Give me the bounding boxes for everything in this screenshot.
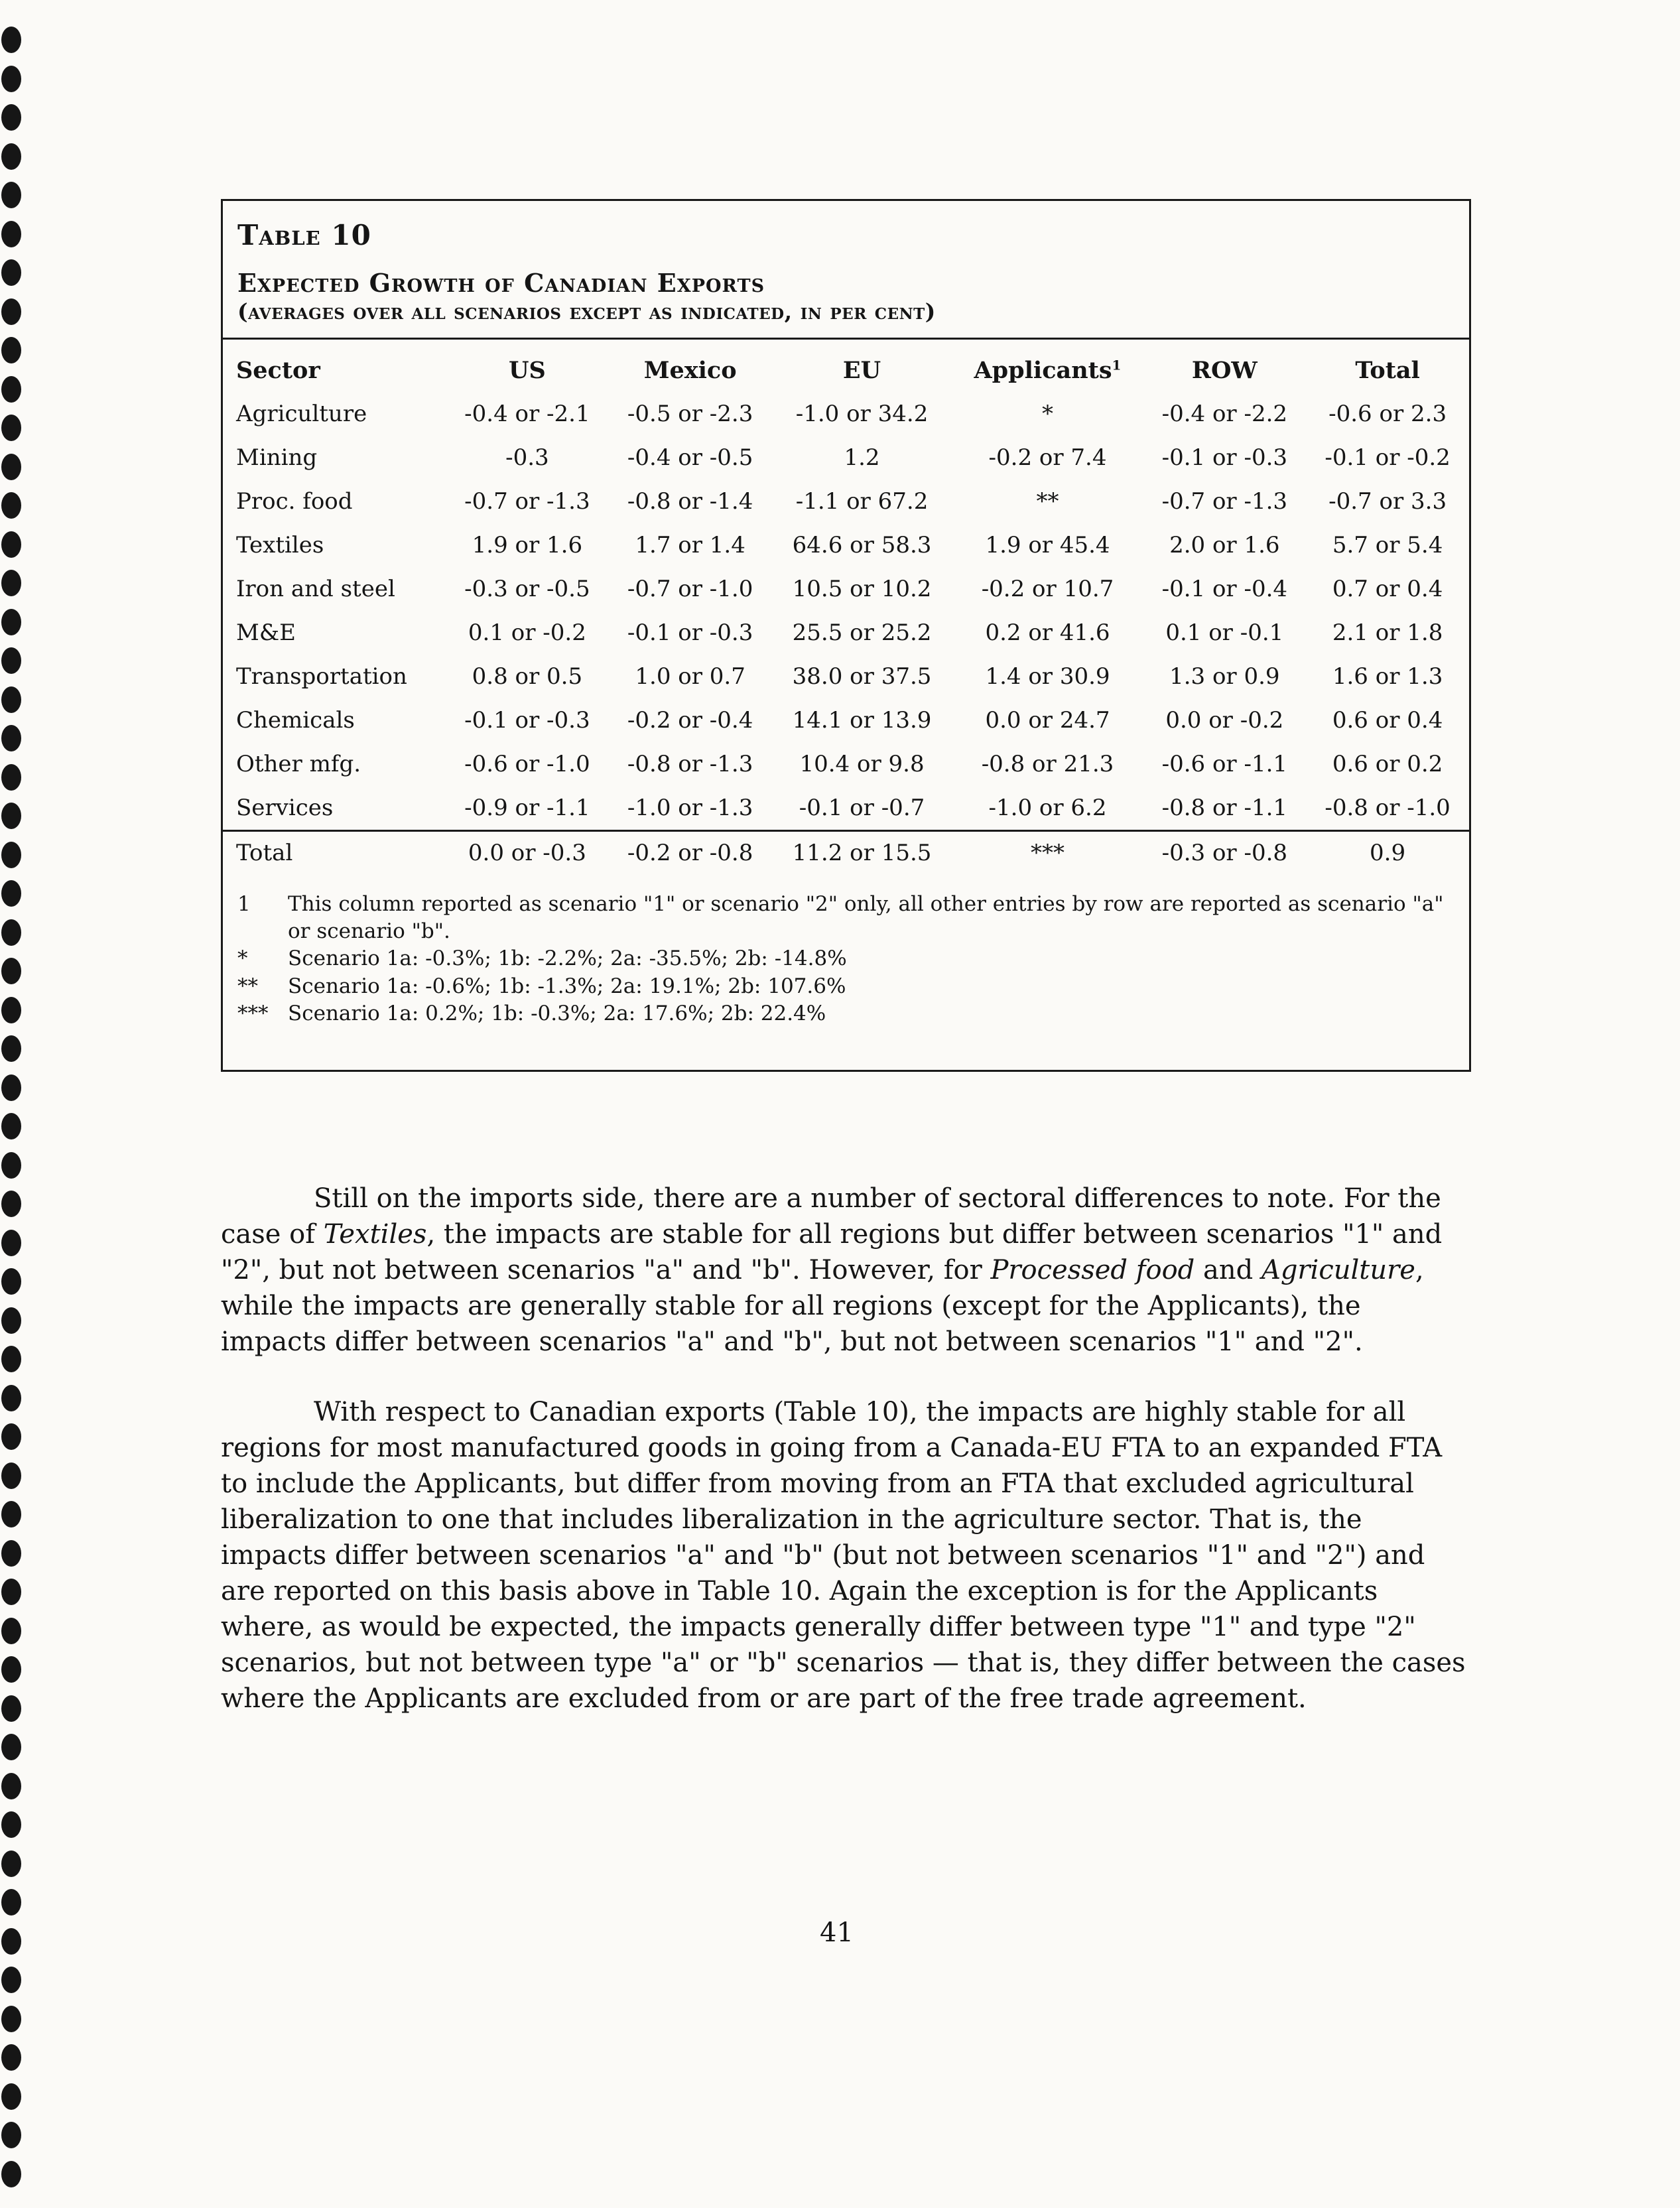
header-eu: EU: [842, 356, 881, 384]
cell-total: 0.6 or 0.2: [1332, 751, 1443, 777]
cell-row: 2.0 or 1.6: [1169, 532, 1280, 558]
binding-hole: [1, 1851, 21, 1877]
binding-hole: [1, 1773, 21, 1799]
paragraph-text: , while the impacts are generally stable for all regions (except for the Applicants), the impacts differ between scenarios "a" and "b", but not between scenarios "1" and "2".: [221, 1255, 1424, 1357]
cell-row: -0.8 or -1.1: [1161, 795, 1288, 821]
table-row: [223, 611, 1469, 655]
binding-hole: [1, 1656, 21, 1683]
cell-eu: -1.1 or 67.2: [795, 488, 929, 515]
header-total: Total: [1355, 356, 1420, 384]
cell-total: 0.7 or 0.4: [1332, 576, 1443, 602]
table-row: [223, 786, 1469, 831]
binding-hole: [1, 1734, 21, 1760]
binding-hole: [1, 2083, 21, 2110]
cell-applicants: **: [1036, 488, 1059, 515]
cell-applicants: 1.9 or 45.4: [985, 532, 1110, 558]
binding-hole: [1, 221, 21, 247]
binding-hole: [1, 1928, 21, 1955]
binding-hole: [1, 2006, 21, 2032]
note-text: Scenario 1a: -0.6%; 1b: -1.3%; 2a: 19.1%; 2b: 107.6%: [288, 974, 846, 998]
binding-hole: [1, 1230, 21, 1256]
table-note: [237, 945, 1445, 972]
header-applicants: [952, 348, 1143, 392]
cell-sector: Chemicals: [236, 707, 355, 734]
binding-hole: [1, 1889, 21, 1916]
cell-mexico: -0.2 or -0.4: [627, 707, 753, 734]
cell-applicants: 1.4 or 30.9: [985, 663, 1110, 690]
header-us: US: [508, 356, 546, 384]
emphasis-text: Textiles: [323, 1219, 427, 1250]
cell-applicants: -0.8 or 21.3: [981, 751, 1114, 777]
cell-row: 1.3 or 0.9: [1169, 663, 1280, 690]
cell-applicants: 0.2 or 41.6: [985, 619, 1110, 646]
cell-us: -0.9 or -1.1: [464, 795, 590, 821]
binding-hole: [1, 647, 21, 674]
cell-sector: Transportation: [236, 663, 407, 690]
binding-hole: [1, 104, 21, 131]
total-cell-us: 0.0 or -0.3: [446, 831, 609, 875]
cell-applicants: -0.2 or 10.7: [981, 576, 1114, 602]
cell-mexico: -1.0 or -1.3: [627, 795, 753, 821]
table-note: [237, 973, 1445, 1000]
cell-sector: M&E: [236, 619, 296, 646]
cell-applicants: *: [1042, 401, 1053, 427]
binding-hole: [1, 2044, 21, 2071]
cell-eu: 38.0 or 37.5: [792, 663, 932, 690]
total-cell-eu: 11.2 or 15.5: [772, 831, 952, 875]
binding-hole: [1, 1618, 21, 1644]
cell-sector: Services: [236, 795, 334, 821]
cell-sector: Agriculture: [236, 401, 367, 427]
cell-row: -0.1 or -0.4: [1161, 576, 1288, 602]
cell-eu: 10.5 or 10.2: [792, 576, 932, 602]
binding-hole: [1, 725, 21, 751]
cell-us: -0.3: [505, 444, 549, 471]
binding-hole: [1, 609, 21, 635]
table-row: [223, 523, 1469, 567]
cell-us: -0.1 or -0.3: [464, 707, 590, 734]
header-row: ROW: [1191, 356, 1258, 384]
body-paragraph: [221, 1394, 1468, 1717]
binding-hole: [1, 1811, 21, 1838]
table-row: [223, 655, 1469, 698]
note-marker: ***: [237, 1001, 269, 1025]
cell-applicants: 0.0 or 24.7: [985, 707, 1110, 734]
binding-hole: [1, 803, 21, 829]
binding-hole: [1, 376, 21, 403]
binding-hole: [1, 1307, 21, 1334]
cell-mexico: -0.8 or -1.4: [627, 488, 753, 515]
cell-row: -0.4 or -2.2: [1161, 401, 1288, 427]
total-cell-applicants: ***: [952, 831, 1143, 875]
cell-row: -0.7 or -1.3: [1161, 488, 1288, 515]
cell-eu: 1.2: [844, 444, 880, 471]
total-cell-mexico: -0.2 or -0.8: [609, 831, 772, 875]
cell-sector: Mining: [236, 444, 318, 471]
cell-total: 5.7 or 5.4: [1332, 532, 1443, 558]
binding-hole: [1, 1346, 21, 1372]
cell-total: 2.1 or 1.8: [1332, 619, 1443, 646]
cell-us: -0.7 or -1.3: [464, 488, 590, 515]
cell-mexico: -0.1 or -0.3: [627, 619, 753, 646]
cell-us: 1.9 or 1.6: [472, 532, 583, 558]
cell-us: -0.4 or -2.1: [464, 401, 590, 427]
table-subtitle: (averages over all scenarios except as indicated, in per cent): [237, 298, 936, 324]
binding-hole: [1, 919, 21, 946]
binding-hole: [1, 764, 21, 791]
cell-row: 0.0 or -0.2: [1165, 707, 1284, 734]
body-paragraph: [221, 1181, 1468, 1360]
binding-hole: [1, 66, 21, 92]
emphasis-text: Processed food: [990, 1255, 1195, 1285]
cell-us: -0.6 or -1.0: [464, 751, 590, 777]
binding-hole: [1, 1501, 21, 1527]
table-row: [223, 567, 1469, 611]
binding-hole: [1, 2161, 21, 2187]
header-applicants-label: Applicants: [974, 356, 1112, 384]
cell-eu: -1.0 or 34.2: [795, 401, 929, 427]
total-cell-sector: Total: [223, 831, 446, 875]
exports-table: [223, 348, 1469, 874]
cell-row: 0.1 or -0.1: [1165, 619, 1284, 646]
table-title: Expected Growth of Canadian Exports: [237, 268, 765, 298]
table-row: [223, 480, 1469, 523]
cell-total: 1.6 or 1.3: [1332, 663, 1443, 690]
cell-us: 0.1 or -0.2: [468, 619, 586, 646]
cell-us: 0.8 or 0.5: [472, 663, 583, 690]
table-row: [223, 698, 1469, 742]
binding-hole: [1, 492, 21, 519]
table-note: [237, 891, 1445, 945]
note-marker: 1: [237, 892, 251, 916]
caption-rule: [223, 338, 1469, 340]
cell-eu: -0.1 or -0.7: [799, 795, 925, 821]
cell-eu: 64.6 or 58.3: [792, 532, 932, 558]
cell-applicants: -0.2 or 7.4: [988, 444, 1107, 471]
note-text: This column reported as scenario "1" or scenario "2" only, all other entries by row are reported as scenario "a" or scenario "b".: [288, 892, 1444, 944]
page-number: 41: [820, 1917, 854, 1948]
note-text: Scenario 1a: 0.2%; 1b: -0.3%; 2a: 17.6%; 2b: 22.4%: [288, 1001, 826, 1025]
binding-hole: [1, 1579, 21, 1605]
paragraph-text: With respect to Canadian exports (Table 10), the impacts are highly stable for all regions for most manufactured goods in going from a Canada-EU FTA to an expanded FTA to include the Applicants, but differ from moving from an FTA that excluded agricultural liberalization to one that includes liberalization in the agriculture sector. That is, the impacts differ between scenarios "a" and "b" (but not between scenarios "1" and "2") and are reported on this basis above in Table 10. Again the exception is for the Applicants where, as would be expected, the impacts generally differ between type "1" and type "2" scenarios, but not between type "a" or "b" scenarios — that is, they differ between the cases where the Applicants are excluded from or are part of the free trade agreement.: [221, 1397, 1466, 1714]
binding-hole: [1, 1540, 21, 1567]
cell-mexico: 1.7 or 1.4: [635, 532, 745, 558]
binding-hole: [1, 1695, 21, 1722]
cell-sector: Proc. food: [236, 488, 353, 515]
cell-sector: Iron and steel: [236, 576, 395, 602]
cell-row: -0.1 or -0.3: [1161, 444, 1288, 471]
table-note: [237, 1000, 1445, 1027]
binding-hole: [1, 570, 21, 596]
binding-hole: [1, 997, 21, 1023]
binding-hole: [1, 958, 21, 984]
binding-hole: [1, 337, 21, 363]
binding-hole: [1, 454, 21, 480]
cell-mexico: -0.8 or -1.3: [627, 751, 753, 777]
table-total-row: [223, 831, 1469, 875]
header-mexico: Mexico: [643, 356, 737, 384]
note-text: Scenario 1a: -0.3%; 1b: -2.2%; 2a: -35.5%; 2b: -14.8%: [288, 946, 847, 971]
cell-mexico: 1.0 or 0.7: [635, 663, 745, 690]
note-marker: **: [237, 974, 258, 998]
cell-us: -0.3 or -0.5: [464, 576, 590, 602]
binding-hole: [1, 182, 21, 208]
emphasis-text: Agriculture: [1261, 1255, 1415, 1285]
cell-total: -0.1 or -0.2: [1325, 444, 1451, 471]
total-cell-row: -0.3 or -0.8: [1143, 831, 1306, 875]
cell-row: -0.6 or -1.1: [1161, 751, 1288, 777]
binding-hole: [1, 1074, 21, 1101]
binding-hole: [1, 531, 21, 558]
paragraph-text: Still on the imports side, there are a number of sectoral differences to note. For the case of: [221, 1183, 1441, 1250]
paragraph-text: and: [1195, 1255, 1261, 1285]
cell-sector: Textiles: [236, 532, 324, 558]
body-text: [221, 1181, 1468, 1717]
binding-hole: [1, 143, 21, 170]
table-row: [223, 742, 1469, 786]
cell-total: 0.6 or 0.4: [1332, 707, 1443, 734]
binding-hole: [1, 880, 21, 907]
table-row: [223, 392, 1469, 436]
header-applicants-footnote: 1: [1112, 356, 1122, 373]
table-number: Table 10: [237, 219, 371, 251]
table-caption: [237, 220, 936, 324]
table-body: [223, 392, 1469, 874]
cell-eu: 25.5 or 25.2: [792, 619, 932, 646]
binding-holes: [0, 27, 27, 2208]
cell-total: -0.8 or -1.0: [1325, 795, 1451, 821]
cell-eu: 10.4 or 9.8: [799, 751, 925, 777]
cell-eu: 14.1 or 13.9: [792, 707, 932, 734]
binding-hole: [1, 1268, 21, 1295]
cell-applicants: -1.0 or 6.2: [988, 795, 1107, 821]
cell-mexico: -0.7 or -1.0: [627, 576, 753, 602]
binding-hole: [1, 842, 21, 868]
binding-hole: [1, 1191, 21, 1217]
cell-sector: Other mfg.: [236, 751, 361, 777]
binding-hole: [1, 2122, 21, 2148]
cell-mexico: -0.5 or -2.3: [627, 401, 753, 427]
total-cell-total: 0.9: [1306, 831, 1469, 875]
paragraph-text: , the impacts are stable for all regions but differ between scenarios "1" and "2", but not between scenarios "a" and "b". However, for: [221, 1219, 1443, 1285]
cell-mexico: -0.4 or -0.5: [627, 444, 753, 471]
binding-hole: [1, 1423, 21, 1450]
note-marker: *: [237, 946, 248, 971]
binding-hole: [1, 1113, 21, 1139]
table-row: [223, 436, 1469, 480]
table-notes: [237, 891, 1445, 1027]
binding-hole: [1, 415, 21, 441]
table-10: [221, 199, 1471, 1072]
binding-hole: [1, 1967, 21, 1993]
binding-hole: [1, 259, 21, 286]
cell-total: -0.6 or 2.3: [1328, 401, 1447, 427]
cell-total: -0.7 or 3.3: [1328, 488, 1447, 515]
binding-hole: [1, 686, 21, 713]
binding-hole: [1, 27, 21, 53]
binding-hole: [1, 298, 21, 325]
binding-hole: [1, 1462, 21, 1489]
binding-hole: [1, 1035, 21, 1062]
table-header-row: [223, 348, 1469, 392]
binding-hole: [1, 1152, 21, 1179]
header-sector: Sector: [236, 356, 320, 384]
binding-hole: [1, 1385, 21, 1411]
